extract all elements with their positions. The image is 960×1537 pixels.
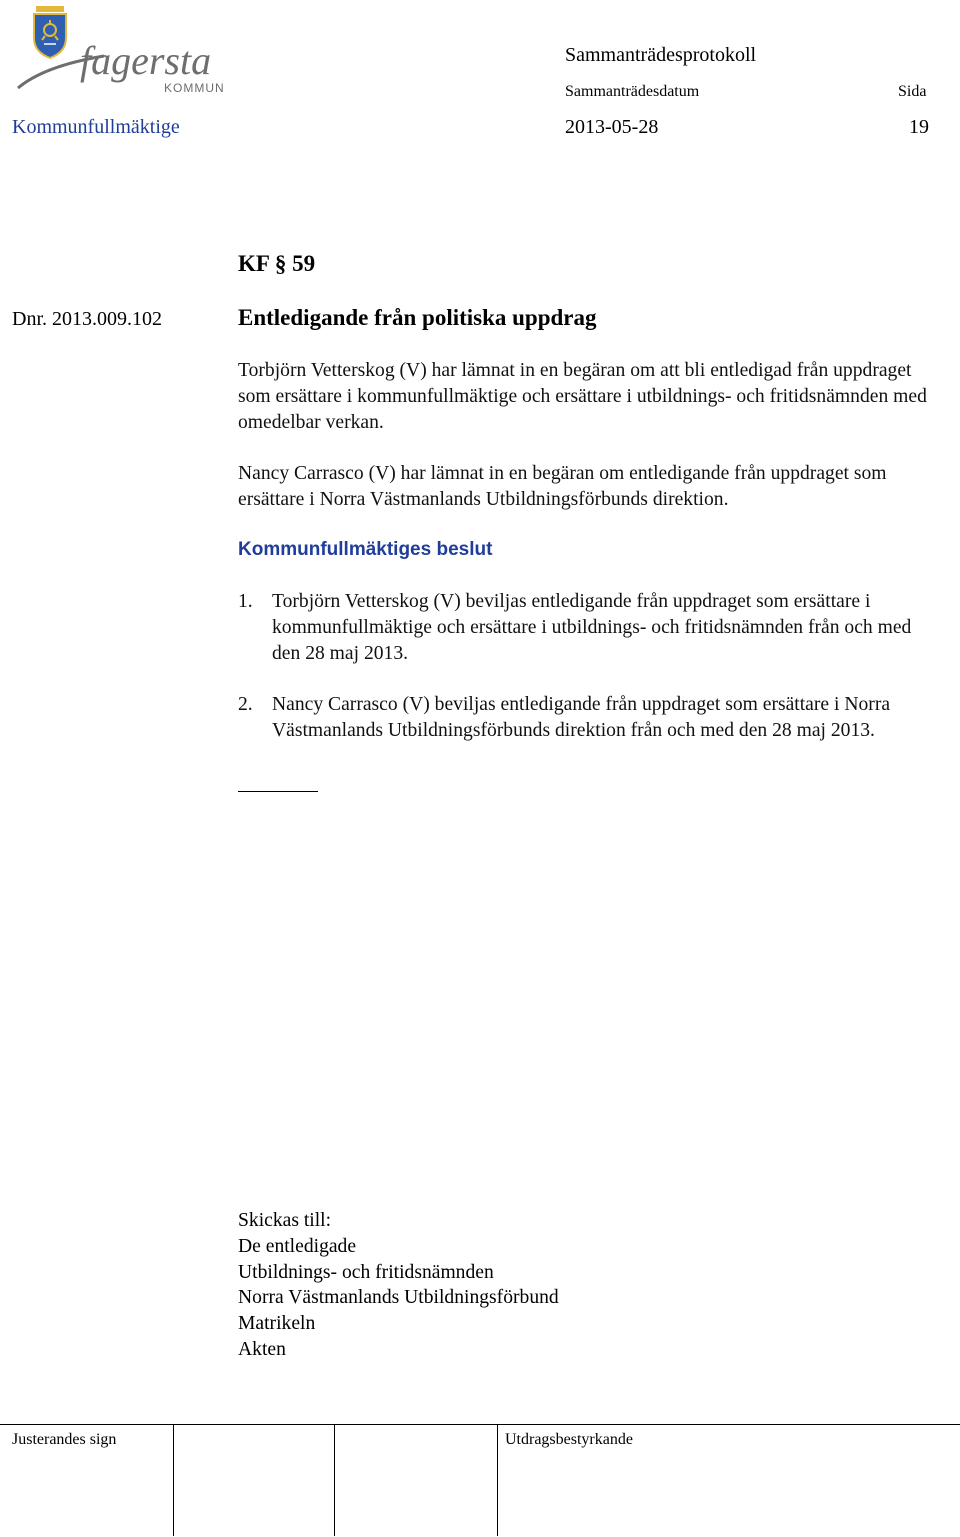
distribution-recipient: Matrikeln [238, 1313, 316, 1335]
distribution-recipient: Akten [238, 1338, 286, 1360]
paragraph-number: KF § 59 [238, 251, 316, 276]
distribution-recipient: Utbildnings- och fritidsnämnden [238, 1261, 494, 1283]
signature-footer [0, 1424, 960, 1537]
distribution-recipient: De entledigade [238, 1235, 357, 1257]
adjuster-signature-label: Justerandes sign [12, 1431, 117, 1448]
diary-number: Dnr. 2013.009.102 [12, 308, 162, 330]
decision-number: 1. [238, 591, 253, 612]
distribution-recipient: Norra Västmanlands Utbildningsförbund [238, 1287, 559, 1309]
fagersta-kommun-logo [14, 4, 244, 100]
body-paragraph: Nancy Carrasco (V) har lämnat in en begäran om entledigande från uppdraget som ersättare i Norra Västmanlands Utbildningsförbunds direktion. [238, 463, 887, 510]
distribution-label: Skickas till: [238, 1210, 332, 1231]
item-title: Entledigande från politiska uppdrag [238, 305, 597, 330]
page-number: 19 [909, 116, 929, 138]
page-label: Sida [898, 83, 927, 100]
svg-text:KOMMUN: KOMMUN [164, 81, 225, 95]
decision-item [238, 589, 938, 667]
footer-column-divider [334, 1425, 335, 1536]
meeting-date: 2013-05-28 [565, 116, 659, 138]
protocol-title: Sammanträdesprotokoll [565, 44, 757, 66]
svg-text:fagersta: fagersta [80, 38, 212, 83]
footer-column-divider [497, 1425, 498, 1536]
footer-column-divider [173, 1425, 174, 1536]
decision-text: Torbjörn Vetterskog (V) beviljas entledigande från uppdraget som ersättare i kommunfullmäktige och ersättare i utbildnings- och fritidsnämnden från och med den 28 maj 2013. [272, 591, 912, 664]
body-paragraph: Torbjörn Vetterskog (V) har lämnat in en begäran om att bli entledigad från uppdraget som ersättare i kommunfullmäktige och ersättare i utbildnings- och fritidsnämnden med omedelbar verkan. [238, 360, 927, 433]
end-of-item-divider [238, 791, 318, 792]
decision-heading: Kommunfullmäktiges beslut [238, 539, 493, 560]
decision-text: Nancy Carrasco (V) beviljas entledigande från uppdraget som ersättare i Norra Västmanlands Utbildningsförbunds direktion från och med den 28 maj 2013. [272, 694, 891, 741]
decision-item [238, 692, 938, 744]
governing-body-name: Kommunfullmäktige [12, 116, 180, 138]
distribution-list [238, 1208, 838, 1363]
meeting-date-label: Sammanträdesdatum [565, 83, 700, 100]
coat-of-arms-icon [34, 6, 66, 58]
fagersta-crest-icon [14, 4, 244, 100]
decision-number: 2. [238, 694, 253, 715]
certification-label: Utdragsbestyrkande [505, 1431, 633, 1448]
